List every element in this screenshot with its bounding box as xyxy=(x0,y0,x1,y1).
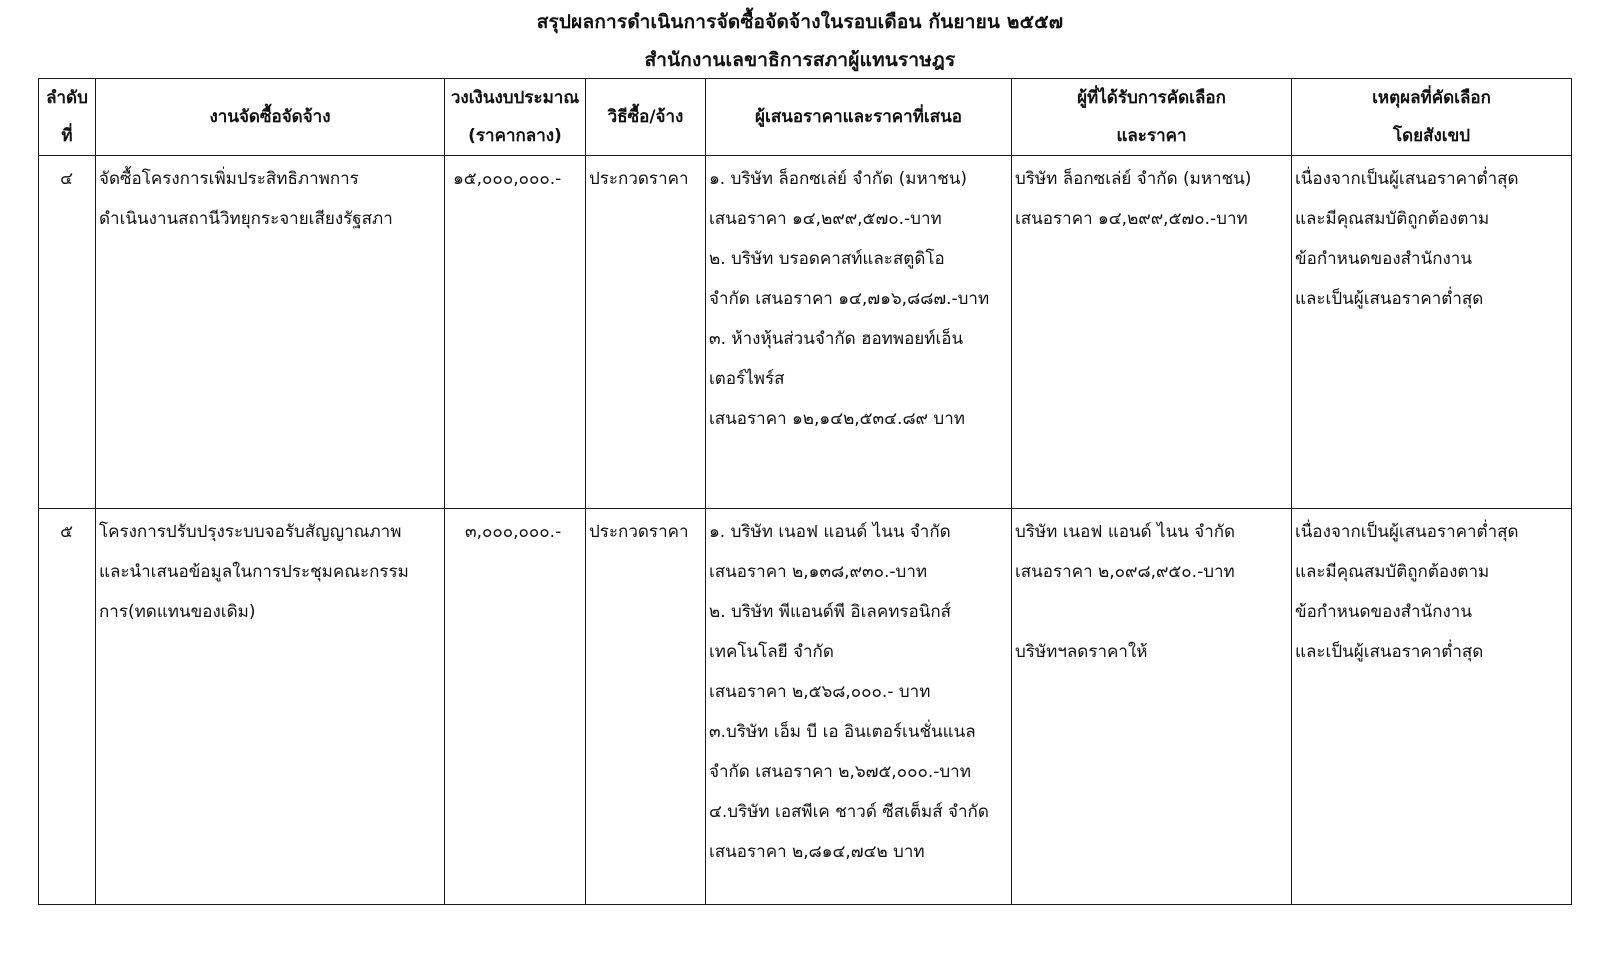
selected-line: บริษัท เนอฟ แอนด์ ไนน จำกัด xyxy=(1015,522,1236,542)
table-header-row xyxy=(39,79,1572,156)
column-header-selected xyxy=(1012,79,1292,156)
column-header-selected-line: และราคา xyxy=(1116,126,1187,146)
bidder-line: ๑. บริษัท เนอฟ แอนด์ ไนน จำกัด xyxy=(709,522,951,542)
cell-seq xyxy=(39,509,96,905)
bidder-line: เทคโนโลยี จำกัด xyxy=(709,642,834,662)
cell-method xyxy=(586,509,706,905)
cell-work xyxy=(96,156,445,509)
column-header-seq-line: ที่ xyxy=(61,126,73,146)
reason-line: และเป็นผู้เสนอราคาต่ำสุด xyxy=(1295,642,1484,662)
bidder-line: จำกัด เสนอราคา ๒,๖๗๕,๐๐๐.-บาท xyxy=(709,762,971,782)
table-row xyxy=(39,509,1572,905)
work-line: และนำเสนอข้อมูลในการประชุมคณะกรรม xyxy=(99,562,409,582)
cell-budget xyxy=(445,156,586,509)
cell-reason xyxy=(1292,509,1572,905)
budget-value: ๑๕,๐๐๐,๐๐๐.- xyxy=(453,169,562,189)
selected-line: บริษัทฯลดราคาให้ xyxy=(1015,642,1148,662)
work-line: จัดซื้อโครงการเพิ่มประสิทธิภาพการ xyxy=(99,169,359,189)
procurement-table xyxy=(38,78,1572,905)
reason-line: เนื่องจากเป็นผู้เสนอราคาต่ำสุด xyxy=(1295,522,1519,542)
column-header-reason-line: โดยสังเขป xyxy=(1392,126,1471,146)
cell-bidders xyxy=(706,156,1012,509)
bidder-line: จำกัด เสนอราคา ๑๔,๗๑๖,๘๘๗.-บาท xyxy=(709,289,990,309)
bidder-line: เสนอราคา ๒,๑๓๘,๙๓๐.-บาท xyxy=(709,562,928,582)
column-header-budget-line: (ราคากลาง) xyxy=(468,126,562,146)
bidder-line: ๓. ห้างหุ้นส่วนจำกัด ฮอทพอยท์เอ็น xyxy=(709,329,964,349)
cell-bidders xyxy=(706,509,1012,905)
column-header-budget xyxy=(445,79,586,156)
column-header-bidders: ผู้เสนอราคาและราคาที่เสนอ xyxy=(706,79,1012,156)
reason-line: เนื่องจากเป็นผู้เสนอราคาต่ำสุด xyxy=(1295,169,1519,189)
work-line: โครงการปรับปรุงระบบจอรับสัญญาณภาพ xyxy=(99,522,402,542)
bidder-line: ๓.บริษัท เอ็ม บี เอ อินเตอร์เนชั่นแนล xyxy=(709,722,976,742)
work-line: ดำเนินงานสถานีวิทยุกระจายเสียงรัฐสภา xyxy=(99,209,393,229)
document-subtitle: สำนักงานเลขาธิการสภาผู้แทนราษฎร xyxy=(644,49,956,71)
bidder-line: ๒. บริษัท บรอดคาสท์และสตูดิโอ xyxy=(709,249,945,269)
table-row xyxy=(39,156,1572,509)
bidder-line: เตอร์ไพร์ส xyxy=(709,369,785,389)
bidder-line: เสนอราคา ๑๒,๑๔๒,๕๓๔.๘๙ บาท xyxy=(709,409,965,429)
selected-line: บริษัท ล็อกซเล่ย์ จำกัด (มหาชน) xyxy=(1015,169,1252,189)
method-value: ประกวดราคา xyxy=(589,522,689,542)
bidder-line: ๑. บริษัท ล็อกซเล่ย์ จำกัด (มหาชน) xyxy=(709,169,968,189)
selected-line: เสนอราคา ๑๔,๒๙๙,๕๗๐.-บาท xyxy=(1015,209,1248,229)
bidder-line: เสนอราคา ๒,๕๖๘,๐๐๐.- บาท xyxy=(709,682,931,702)
work-line: การ(ทดแทนของเดิม) xyxy=(99,602,256,622)
column-header-seq xyxy=(39,79,96,156)
reason-line: และมีคุณสมบัติถูกต้องตาม xyxy=(1295,562,1490,582)
column-header-seq-line: ลำดับ xyxy=(46,88,88,108)
seq-number: ๕ xyxy=(60,522,73,542)
reason-line: ข้อกำหนดของสำนักงาน xyxy=(1295,602,1472,622)
column-header-work: งานจัดซื้อจัดจ้าง xyxy=(96,79,445,156)
cell-selected xyxy=(1012,156,1292,509)
budget-value: ๓,๐๐๐,๐๐๐.- xyxy=(465,522,562,542)
cell-method xyxy=(586,156,706,509)
cell-seq xyxy=(39,156,96,509)
column-header-reason xyxy=(1292,79,1572,156)
column-header-selected-line: ผู้ที่ได้รับการคัดเลือก xyxy=(1077,88,1226,108)
method-value: ประกวดราคา xyxy=(589,169,689,189)
column-header-method: วิธีซื้อ/จ้าง xyxy=(586,79,706,156)
reason-line: และเป็นผู้เสนอราคาต่ำสุด xyxy=(1295,289,1484,309)
cell-reason xyxy=(1292,156,1572,509)
column-header-reason-line: เหตุผลที่คัดเลือก xyxy=(1372,88,1491,108)
bidder-line: ๔.บริษัท เอสพีเค ชาวด์ ซีสเต็มส์ จำกัด xyxy=(709,802,989,822)
bidder-line: เสนอราคา ๑๔,๒๙๙,๕๗๐.-บาท xyxy=(709,209,942,229)
column-header-budget-line: วงเงินงบประมาณ xyxy=(450,88,580,108)
cell-selected xyxy=(1012,509,1292,905)
selected-line xyxy=(1015,592,1287,632)
cell-work xyxy=(96,509,445,905)
reason-line: และมีคุณสมบัติถูกต้องตาม xyxy=(1295,209,1490,229)
seq-number: ๔ xyxy=(60,169,73,189)
document-title: สรุปผลการดำเนินการจัดซื้อจัดจ้างในรอบเดือน กันยายน ๒๕๕๗ xyxy=(536,11,1064,33)
bidder-line: เสนอราคา ๒,๘๑๔,๗๔๒ บาท xyxy=(709,842,925,862)
cell-budget xyxy=(445,509,586,905)
bidder-line: ๒. บริษัท พีแอนด์พี อิเลคทรอนิกส์ xyxy=(709,602,952,622)
selected-line: เสนอราคา ๒,๐๙๘,๙๕๐.-บาท xyxy=(1015,562,1235,582)
reason-line: ข้อกำหนดของสำนักงาน xyxy=(1295,249,1472,269)
